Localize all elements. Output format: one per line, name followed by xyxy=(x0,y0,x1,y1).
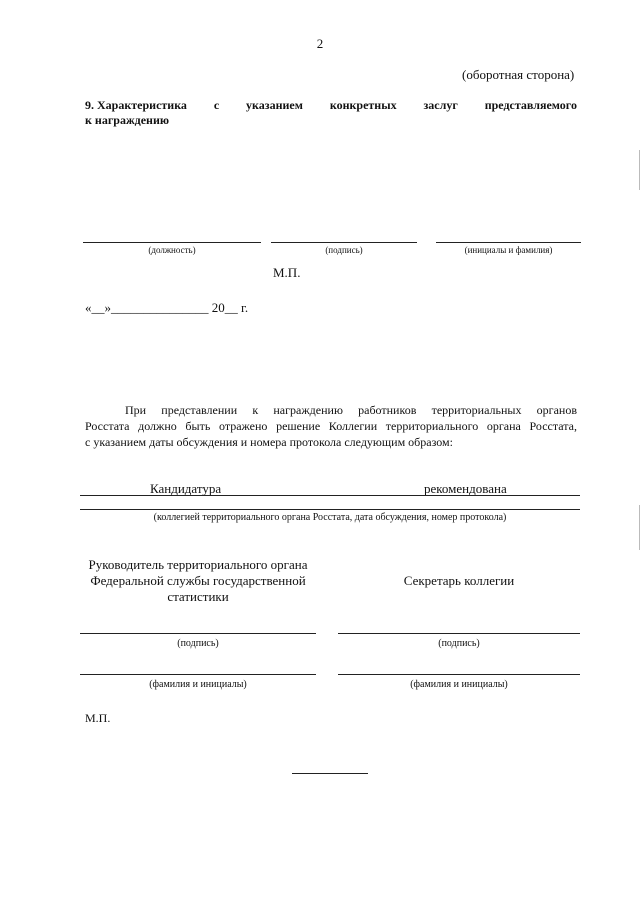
initials-label: (инициалы и фамилия) xyxy=(464,245,553,255)
section9-word: конкретных xyxy=(329,98,397,112)
candidacy-left: Кандидатура xyxy=(150,481,222,496)
head-signature-line xyxy=(80,633,316,634)
instruction-line2: Росстата должно быть отражено решение Коллегии территориального органа Росстата, xyxy=(85,419,577,433)
head-name-label: (фамилия и инициалы) xyxy=(149,679,247,690)
date-year-suffix: г. xyxy=(237,300,249,315)
head-name-line xyxy=(80,674,316,675)
date-day-blank: __ xyxy=(91,300,105,315)
page-number: 2 xyxy=(316,36,324,51)
position-label: (должность) xyxy=(148,245,196,255)
secretary-signature-label: (подпись) xyxy=(438,638,480,649)
section9-heading-line1 xyxy=(85,98,577,113)
secretary-title: Секретарь коллегии xyxy=(403,573,515,588)
candidacy-underline xyxy=(80,495,580,496)
closing-rule xyxy=(292,773,368,774)
candidacy-right: рекомендована xyxy=(424,481,507,496)
section9-heading-line2: к награждению xyxy=(85,113,170,127)
section9-word: указанием xyxy=(246,98,303,112)
secretary-name-label: (фамилия и инициалы) xyxy=(410,679,508,690)
side-note: (оборотная сторона) xyxy=(462,67,575,82)
date-year-blank: __ xyxy=(224,300,238,315)
date-close-quote: » xyxy=(104,300,111,315)
head-title-line1: Руководитель территориального органа xyxy=(88,557,308,572)
section9-word: 9. Характеристика xyxy=(85,98,187,112)
secretary-name-line xyxy=(338,674,580,675)
candidacy-underline-2 xyxy=(80,509,580,510)
head-title xyxy=(80,557,316,605)
head-signature-label: (подпись) xyxy=(177,638,219,649)
date-month-blank: _______________ xyxy=(111,300,209,315)
date-year-prefix: 20 xyxy=(211,300,225,315)
name-line xyxy=(436,242,581,243)
seal-mark-bottom: М.П. xyxy=(85,711,111,725)
head-title-line3: статистики xyxy=(167,589,229,604)
head-title-line2: Федеральной службы государственной xyxy=(90,573,306,588)
candidacy-caption: (коллегией территориального органа Росстата, дата обсуждения, номер протокола) xyxy=(153,512,507,523)
seal-mark: М.П. xyxy=(273,265,301,280)
instruction-line1: При представлении к награждению работников территориальных органов xyxy=(125,403,577,417)
secretary-signature-line xyxy=(338,633,580,634)
signature-label: (подпись) xyxy=(325,245,363,255)
section9-word: с xyxy=(213,98,220,112)
date-line xyxy=(85,300,248,316)
section9-word: заслуг xyxy=(423,98,458,112)
position-line xyxy=(83,242,261,243)
signature-line xyxy=(271,242,417,243)
instruction-paragraph xyxy=(85,402,577,450)
instruction-line3: с указанием даты обсуждения и номера протокола следующим образом: xyxy=(85,435,453,449)
date-open-quote: « xyxy=(85,300,92,315)
section9-word: представляемого xyxy=(484,98,577,112)
